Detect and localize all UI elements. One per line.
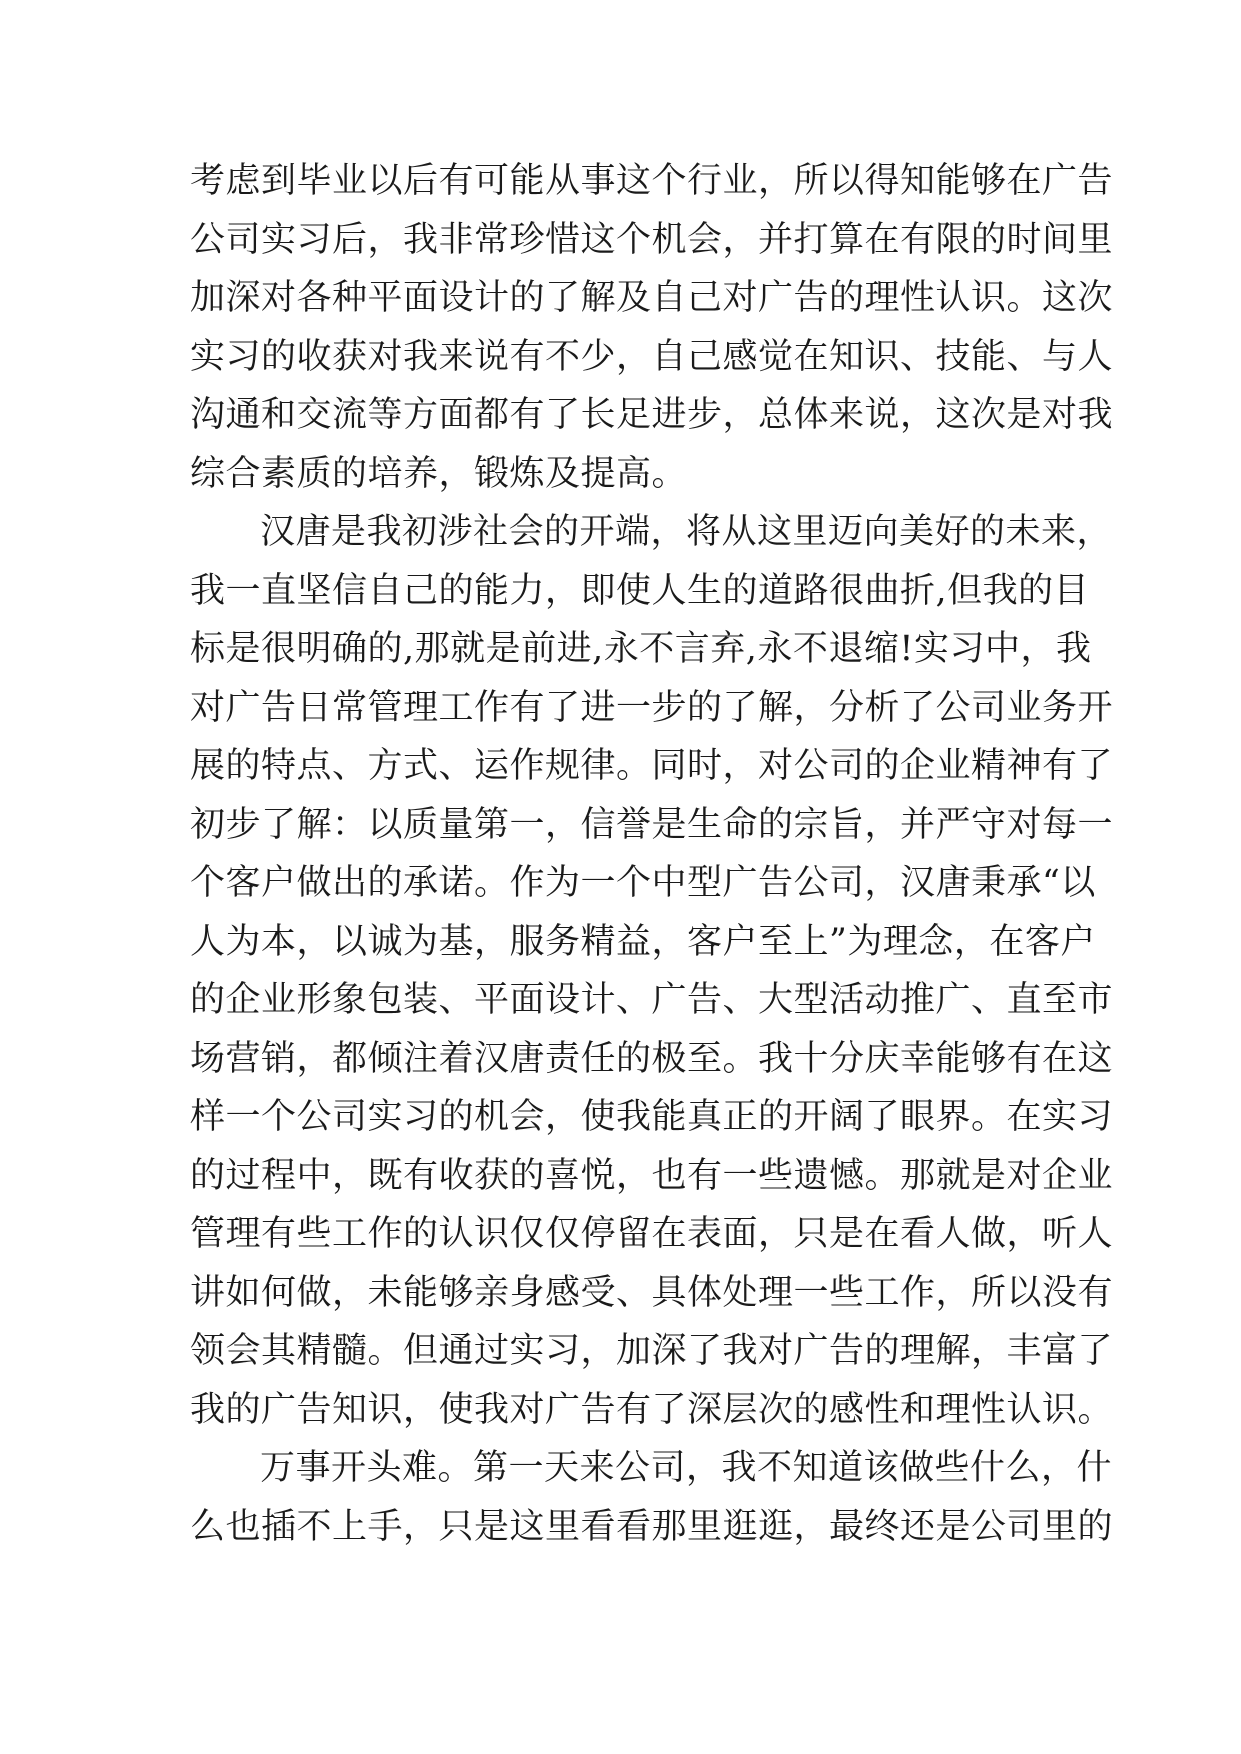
paragraph-2 — [190, 503, 1114, 1439]
text-line: 我的广告知识，使我对广告有了深层次的感性和理性认识。 — [190, 1389, 1114, 1430]
text-line: 汉唐是我初涉社会的开端，将从这里迈向美好的未来， — [260, 512, 1113, 552]
paragraph-1 — [190, 152, 1114, 503]
text-line: 么也插不上手，只是这里看看那里逛逛，最终还是公司里的 — [190, 1506, 1114, 1547]
text-line: 万事开头难。第一天来公司，我不知道该做些什么，什 — [260, 1448, 1113, 1488]
text-line: 的过程中，既有收获的喜悦，也有一些遗憾。那就是对企业 — [190, 1155, 1114, 1196]
text-line: 展的特点、方式、运作规律。同时，对公司的企业精神有了 — [190, 746, 1114, 786]
text-line: 讲如何做，未能够亲身感受、具体处理一些工作，所以没有 — [190, 1272, 1114, 1313]
text-line: 综合素质的培养，锻炼及提高。 — [190, 453, 688, 494]
text-line: 标是很明确的,那就是前进,永不言弃,永不退缩!实习中，我 — [190, 629, 1092, 669]
text-line: 实习的收获对我来说有不少，自己感觉在知识、技能、与人 — [190, 336, 1114, 377]
text-line: 管理有些工作的认识仅仅停留在表面，只是在看人做，听人 — [190, 1214, 1114, 1254]
text-line: 个客户做出的承诺。作为一个中型广告公司，汉唐秉承“以 — [190, 863, 1096, 903]
text-line: 领会其精髓。但通过实习，加深了我对广告的理解，丰富了 — [190, 1331, 1114, 1371]
text-line: 场营销，都倾注着汉唐责任的极至。我十分庆幸能够有在这 — [190, 1038, 1114, 1079]
text-line: 初步了解：以质量第一，信誉是生命的宗旨，并严守对每一 — [190, 804, 1114, 845]
text-line: 的企业形象包装、平面设计、广告、大型活动推广、直至市 — [190, 980, 1114, 1020]
text-line: 人为本，以诚为基，服务精益，客户至上”为理念，在客户 — [190, 921, 1096, 962]
text-line: 沟通和交流等方面都有了长足进步，总体来说，这次是对我 — [190, 395, 1114, 435]
text-line: 公司实习后，我非常珍惜这个机会，并打算在有限的时间里 — [190, 219, 1114, 260]
text-line: 对广告日常管理工作有了进一步的了解，分析了公司业务开 — [190, 687, 1114, 728]
text-line: 加深对各种平面设计的了解及自己对广告的理性认识。这次 — [190, 278, 1114, 318]
paragraph-3 — [190, 1439, 1114, 1556]
text-line: 我一直坚信自己的能力，即使人生的道路很曲折,但我的目 — [190, 570, 1090, 611]
document-body — [190, 152, 1114, 1556]
text-line: 样一个公司实习的机会，使我能真正的开阔了眼界。在实习 — [190, 1097, 1114, 1137]
text-line: 考虑到毕业以后有可能从事这个行业，所以得知能够在广告 — [190, 161, 1114, 201]
